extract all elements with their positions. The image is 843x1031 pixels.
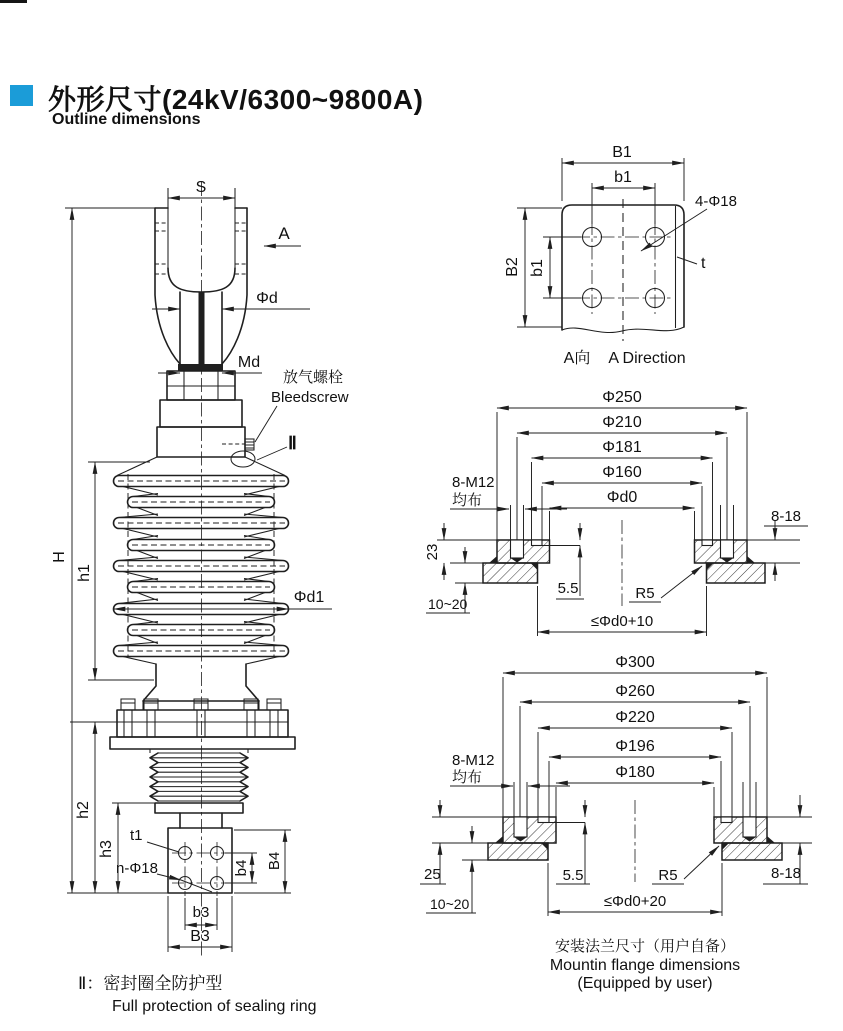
dim-phid1-label: Φd1 bbox=[293, 589, 325, 606]
holes-8-18-label-1: 8-18 bbox=[770, 508, 802, 525]
fillet-label-2: R5 bbox=[658, 867, 678, 884]
dia-160-label: Φ160 bbox=[602, 464, 642, 481]
note-line1: Ⅱ：密封圈全防护型 bbox=[78, 974, 223, 993]
dia-250-label: Φ250 bbox=[602, 389, 642, 406]
recess-depth-label-2: 5.5 bbox=[562, 867, 584, 884]
insulator-shed-stack bbox=[114, 457, 289, 664]
bore-label-2: ≤Φd0+20 bbox=[603, 893, 667, 910]
dia-196-label: Φ196 bbox=[615, 738, 655, 755]
dia-300-label: Φ300 bbox=[615, 654, 655, 671]
bleedscrew-label-en: Bleedscrew bbox=[271, 389, 349, 406]
ring-height-23-label: 23 bbox=[424, 543, 441, 561]
dia-210-label: Φ210 bbox=[602, 414, 642, 431]
stem-assembly bbox=[157, 364, 255, 467]
recess-depth-label-1: 5.5 bbox=[557, 580, 579, 597]
a-view-caption-en: A Direction bbox=[608, 350, 686, 367]
clevis-fork bbox=[155, 188, 247, 364]
mounting-flange bbox=[110, 699, 295, 749]
dia-181-label: Φ181 bbox=[602, 439, 642, 456]
note-line2: Full protection of sealing ring bbox=[112, 998, 317, 1015]
a-direction-view bbox=[504, 144, 737, 367]
flange-caption-zh: 安装法兰尺寸（用户自备） bbox=[554, 938, 736, 955]
dia-180-label: Φ180 bbox=[615, 764, 655, 781]
main-outline-view bbox=[51, 179, 349, 1015]
dim-B1-label: B1 bbox=[612, 144, 632, 161]
bolts-note-2a: 8-M12 bbox=[452, 752, 495, 769]
ring-height-25-label: 25 bbox=[424, 866, 441, 883]
dim-h3-label: h3 bbox=[98, 840, 115, 858]
bleedscrew-label-zh: 放气螺栓 bbox=[283, 369, 344, 386]
page-title: 外形尺寸(24kV/6300~9800A) bbox=[48, 84, 424, 115]
dia-220-label: Φ220 bbox=[615, 709, 655, 726]
bolts-note-1b: 均布 bbox=[452, 492, 483, 509]
dim-md-label: Md bbox=[237, 354, 261, 371]
bolts-note-2b: 均布 bbox=[452, 769, 483, 786]
dim-B4-label: B4 bbox=[266, 851, 283, 871]
dim-4phi18-label: 4-Φ18 bbox=[695, 193, 737, 210]
plate-thickness-label-1: 10~20 bbox=[428, 596, 468, 612]
flange-250-section bbox=[424, 389, 808, 636]
dim-t-label: t bbox=[701, 255, 706, 272]
section-mark-label: Ⅱ bbox=[288, 433, 297, 453]
a-view-dimensions bbox=[504, 144, 737, 327]
dim-nphi18-label: n-Φ18 bbox=[116, 860, 158, 877]
flange-caption-en2: (Equipped by user) bbox=[577, 975, 713, 992]
a-view-caption-zh: A向 bbox=[563, 350, 591, 367]
dim-h1-label: h1 bbox=[76, 564, 93, 582]
dim-s-label: S bbox=[195, 179, 207, 196]
dim-h-label: H bbox=[51, 551, 68, 563]
dim-b3-label: b3 bbox=[192, 904, 210, 921]
flange-300-dimensions bbox=[420, 654, 812, 916]
terminal-block bbox=[155, 803, 245, 896]
dim-b4-label: b4 bbox=[233, 859, 250, 877]
lower-cylinder bbox=[143, 664, 259, 701]
dim-phid-label: Φd bbox=[256, 290, 278, 307]
dim-B3-label: B3 bbox=[190, 928, 210, 945]
dia-d0-label: Φd0 bbox=[606, 489, 638, 506]
view-arrow-label: A bbox=[278, 224, 290, 243]
sealing-ring-mark bbox=[231, 451, 255, 467]
flange-250-dimensions bbox=[424, 389, 808, 636]
bellows bbox=[150, 749, 248, 801]
bore-label-1: ≤Φd0+10 bbox=[590, 613, 654, 630]
dia-260-label: Φ260 bbox=[615, 683, 655, 700]
dim-b1-side-label: b1 bbox=[529, 259, 546, 277]
plate-thickness-label-2: 10~20 bbox=[430, 896, 470, 912]
page-subtitle: Outline dimensions bbox=[52, 111, 201, 128]
dim-b1-top-label: b1 bbox=[614, 169, 632, 186]
flange-300-section bbox=[420, 654, 812, 992]
fillet-label-1: R5 bbox=[635, 585, 655, 602]
stud-rod bbox=[199, 292, 205, 364]
dim-t1-label: t1 bbox=[130, 827, 143, 844]
holes-8-18-label-2: 8-18 bbox=[770, 865, 802, 882]
bolts-note-1a: 8-M12 bbox=[452, 474, 495, 491]
dim-h2-label: h2 bbox=[75, 801, 92, 819]
flange-caption-en1: Mountin flange dimensions bbox=[549, 957, 741, 974]
dim-B2-label: B2 bbox=[504, 257, 521, 277]
